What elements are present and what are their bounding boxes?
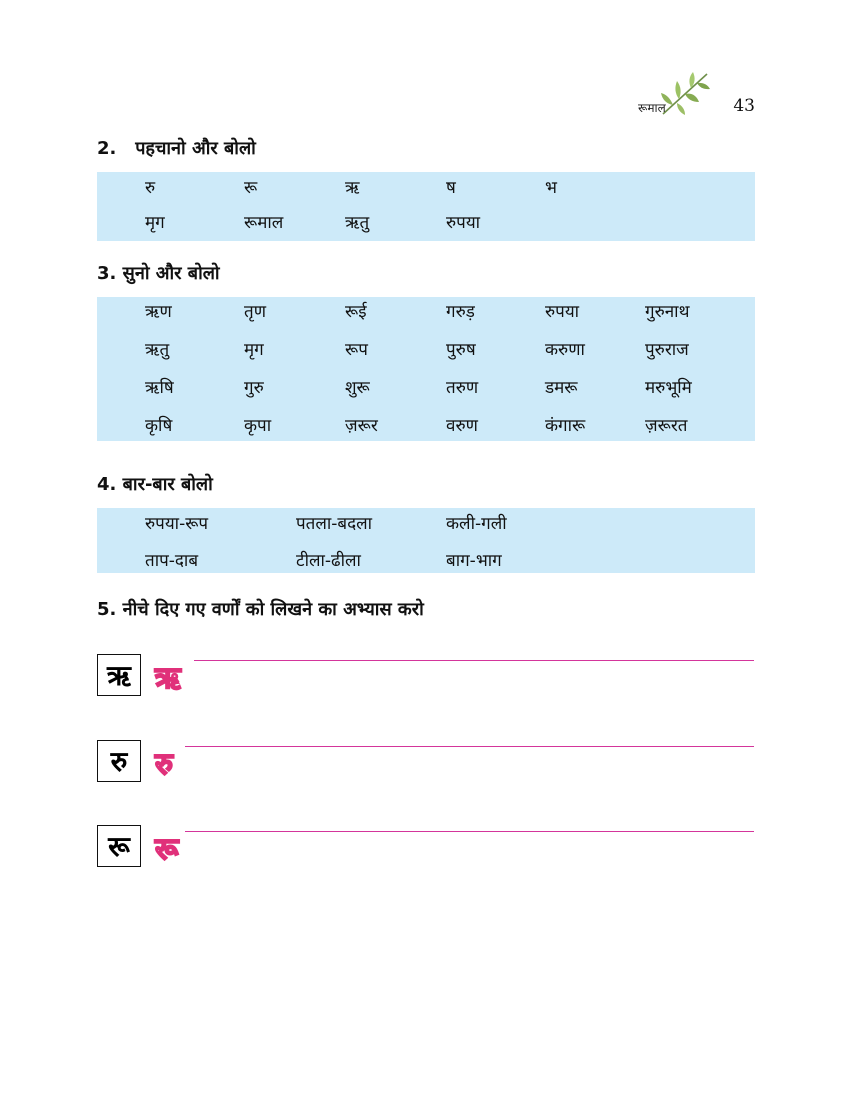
writing-line[interactable] xyxy=(185,831,754,832)
word-cell: ऋषि xyxy=(145,378,174,398)
table-row xyxy=(97,548,755,578)
trace-letter: रु xyxy=(155,747,173,782)
table-row xyxy=(97,375,755,405)
word-cell: डमरू xyxy=(545,378,578,398)
word-cell: रू xyxy=(244,178,258,198)
letter-box: रू xyxy=(97,825,141,867)
word-cell: मरुभूमि xyxy=(645,378,692,398)
table-row xyxy=(97,210,755,240)
word-cell: ज़रूरत xyxy=(645,416,688,436)
word-cell: पुरुष xyxy=(446,340,476,360)
word-cell: रूमाल xyxy=(244,213,284,233)
word-cell: गुरु xyxy=(244,378,264,398)
word-cell: बाग-भाग xyxy=(446,551,502,571)
word-cell: ऋण xyxy=(145,302,172,322)
word-cell: ऋतु xyxy=(145,340,170,360)
word-cell: मृग xyxy=(145,213,165,233)
page-number: 43 xyxy=(733,96,755,116)
writing-practice-row xyxy=(97,654,757,700)
word-cell: शुरू xyxy=(345,378,370,398)
word-cell: पतला-बदला xyxy=(296,514,373,534)
word-cell: रुपया xyxy=(446,213,481,233)
word-cell: भ xyxy=(545,178,557,198)
word-cell: पुरुराज xyxy=(645,340,689,360)
word-cell: कली-गली xyxy=(446,514,507,534)
word-cell: ज़रूर xyxy=(345,416,378,436)
section-heading: 2. पहचानो और बोलो xyxy=(97,138,256,159)
word-cell: रु xyxy=(145,178,156,198)
word-cell: तरुण xyxy=(446,378,479,398)
table-row xyxy=(97,299,755,329)
word-table xyxy=(97,297,755,441)
word-cell: गरुड़ xyxy=(446,302,475,322)
word-cell: रूप xyxy=(345,340,368,360)
writing-line[interactable] xyxy=(194,660,754,661)
word-cell: वरुण xyxy=(446,416,478,436)
word-cell: टीला-ढीला xyxy=(296,551,361,571)
table-row xyxy=(97,413,755,443)
word-cell: रूई xyxy=(345,302,367,322)
table-row xyxy=(97,511,755,541)
trace-letter: ऋ xyxy=(155,661,181,696)
table-row xyxy=(97,175,755,205)
page-header xyxy=(635,70,755,120)
writing-practice-row xyxy=(97,740,757,786)
chapter-title: रूमाल xyxy=(638,101,666,115)
table-row xyxy=(97,337,755,367)
section-heading: 3. सुनो और बोलो xyxy=(97,263,220,284)
writing-practice-row xyxy=(97,825,757,871)
word-table xyxy=(97,172,755,241)
word-cell: करुणा xyxy=(545,340,585,360)
word-cell: मृग xyxy=(244,340,264,360)
letter-box: रु xyxy=(97,740,141,782)
word-cell: कंगारू xyxy=(545,416,586,436)
word-cell: रुपया xyxy=(545,302,580,322)
writing-line[interactable] xyxy=(185,746,754,747)
word-cell: रुपया-रूप xyxy=(145,514,209,534)
word-cell: ऋतु xyxy=(345,213,370,233)
trace-letter: रू xyxy=(155,832,179,867)
word-cell: कृषि xyxy=(145,416,173,436)
word-cell: कृपा xyxy=(244,416,272,436)
word-table xyxy=(97,508,755,573)
section-heading: 5. नीचे दिए गए वर्णों को लिखने का अभ्यास करो xyxy=(97,599,424,620)
section-heading: 4. बार-बार बोलो xyxy=(97,474,213,495)
word-cell: ऋ xyxy=(345,178,360,198)
word-cell: ष xyxy=(446,178,456,198)
word-cell: ताप-दाब xyxy=(145,551,199,571)
word-cell: तृण xyxy=(244,302,266,322)
letter-box: ऋ xyxy=(97,654,141,696)
word-cell: गुरुनाथ xyxy=(645,302,690,322)
